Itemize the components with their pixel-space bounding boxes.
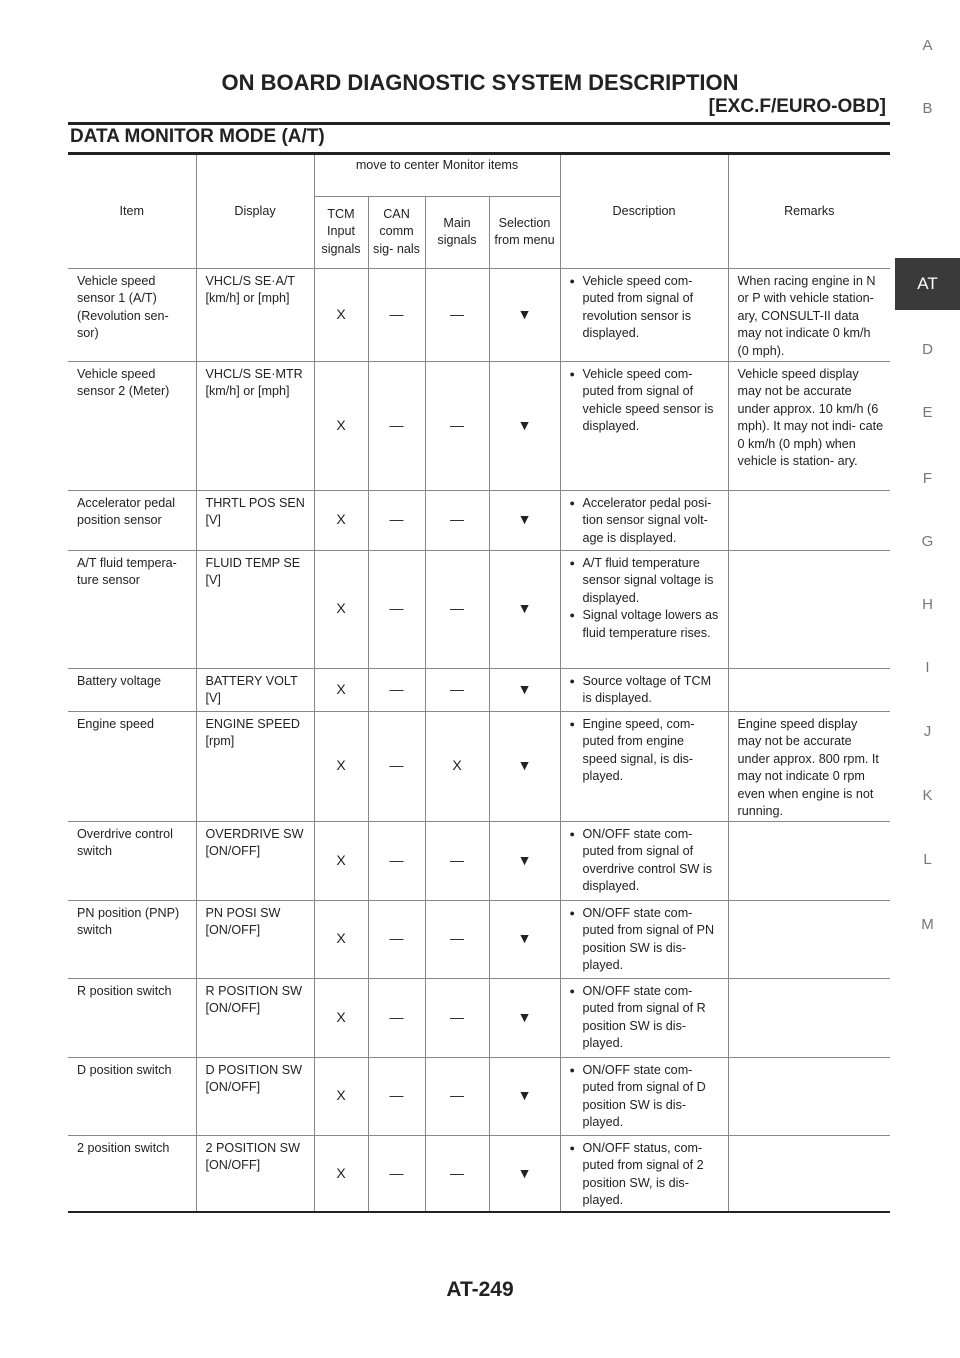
selection-mark: ▼ bbox=[489, 711, 560, 821]
description-bullet: ● Source voltage of TCM is displayed. bbox=[570, 673, 722, 708]
can-mark: — bbox=[368, 821, 425, 900]
remarks-cell: Vehicle speed display may not be accurate under approx. 10 km/h (6 mph). It may not indi- cate 0 km/h (0 mph) when vehicle is station- ary. bbox=[728, 361, 890, 490]
remarks-cell bbox=[728, 490, 890, 550]
table-row bbox=[68, 1057, 890, 1135]
remarks-cell bbox=[728, 550, 890, 668]
main-mark: — bbox=[425, 821, 489, 900]
side-tab-b[interactable]: B bbox=[922, 100, 933, 117]
remarks-cell bbox=[728, 1135, 890, 1212]
side-tab-k[interactable]: K bbox=[922, 787, 933, 804]
table-row bbox=[68, 361, 890, 490]
selection-mark: ▼ bbox=[489, 900, 560, 978]
description-cell bbox=[560, 361, 728, 490]
header-can-comm: CAN comm sig- nals bbox=[368, 196, 425, 268]
remarks-cell bbox=[728, 1057, 890, 1135]
section-title: DATA MONITOR MODE (A/T) bbox=[70, 126, 325, 147]
side-tab-a[interactable]: A bbox=[922, 37, 933, 54]
header-description: Description bbox=[560, 155, 728, 268]
page-title: ON BOARD DIAGNOSTIC SYSTEM DESCRIPTION bbox=[221, 70, 739, 95]
table-row bbox=[68, 550, 890, 668]
can-mark: — bbox=[368, 1057, 425, 1135]
description-bullet: ● Engine speed, com- puted from engine speed signal, is dis- played. bbox=[570, 716, 722, 786]
can-mark: — bbox=[368, 668, 425, 711]
main-mark: — bbox=[425, 978, 489, 1057]
main-mark: — bbox=[425, 668, 489, 711]
can-mark: — bbox=[368, 978, 425, 1057]
can-mark: — bbox=[368, 268, 425, 361]
main-mark: — bbox=[425, 361, 489, 490]
display-cell: VHCL/S SE·MTR [km/h] or [mph] bbox=[196, 361, 314, 490]
item-cell: 2 position switch bbox=[68, 1135, 196, 1212]
display-cell: OVERDRIVE SW [ON/OFF] bbox=[196, 821, 314, 900]
tcm-mark: X bbox=[314, 978, 368, 1057]
main-mark: — bbox=[425, 1135, 489, 1212]
item-cell: Overdrive control switch bbox=[68, 821, 196, 900]
selection-mark: ▼ bbox=[489, 1057, 560, 1135]
side-tab-j[interactable]: J bbox=[923, 723, 932, 740]
can-mark: — bbox=[368, 490, 425, 550]
tcm-mark: X bbox=[314, 1135, 368, 1212]
item-cell: A/T fluid tempera- ture sensor bbox=[68, 550, 196, 668]
divider bbox=[68, 122, 890, 125]
table-row bbox=[68, 668, 890, 711]
description-cell bbox=[560, 268, 728, 361]
header-main-signals: Main signals bbox=[425, 196, 489, 268]
tcm-mark: X bbox=[314, 711, 368, 821]
selection-mark: ▼ bbox=[489, 668, 560, 711]
description-bullet: ● Signal voltage lowers as fluid temperature rises. bbox=[570, 607, 722, 642]
page-subtitle: [EXC.F/EURO-OBD] bbox=[708, 96, 886, 117]
side-tab-l[interactable]: L bbox=[923, 851, 932, 868]
main-mark: — bbox=[425, 1057, 489, 1135]
table-row bbox=[68, 1135, 890, 1212]
tcm-mark: X bbox=[314, 1057, 368, 1135]
display-cell: BATTERY VOLT [V] bbox=[196, 668, 314, 711]
display-cell: ENGINE SPEED [rpm] bbox=[196, 711, 314, 821]
item-cell: PN position (PNP) switch bbox=[68, 900, 196, 978]
page-number: AT-249 bbox=[446, 1278, 514, 1301]
description-cell bbox=[560, 711, 728, 821]
display-cell: 2 POSITION SW [ON/OFF] bbox=[196, 1135, 314, 1212]
side-tab-e[interactable]: E bbox=[922, 404, 933, 421]
main-mark: X bbox=[425, 711, 489, 821]
tcm-mark: X bbox=[314, 550, 368, 668]
header-selection: Selection from menu bbox=[489, 196, 560, 268]
header-remarks: Remarks bbox=[728, 155, 890, 268]
description-cell bbox=[560, 1057, 728, 1135]
header-tcm-input: TCM Input signals bbox=[314, 196, 368, 268]
remarks-cell bbox=[728, 821, 890, 900]
side-tab-g[interactable]: G bbox=[921, 533, 934, 550]
header-monitor-items: move to center Monitor items bbox=[314, 155, 560, 196]
table-row bbox=[68, 900, 890, 978]
can-mark: — bbox=[368, 900, 425, 978]
side-tab-at[interactable]: AT bbox=[895, 258, 960, 310]
description-cell bbox=[560, 550, 728, 668]
item-cell: D position switch bbox=[68, 1057, 196, 1135]
side-tab-f[interactable]: F bbox=[922, 470, 933, 487]
item-cell: Vehicle speed sensor 1 (A/T) (Revolution sen- sor) bbox=[68, 268, 196, 361]
item-cell: R position switch bbox=[68, 978, 196, 1057]
item-cell: Accelerator pedal position sensor bbox=[68, 490, 196, 550]
tcm-mark: X bbox=[314, 490, 368, 550]
display-cell: D POSITION SW [ON/OFF] bbox=[196, 1057, 314, 1135]
description-bullet: ● ON/OFF status, com- puted from signal of 2 position SW, is dis- played. bbox=[570, 1140, 722, 1210]
item-cell: Engine speed bbox=[68, 711, 196, 821]
description-bullet: ● Accelerator pedal posi- tion sensor signal volt- age is displayed. bbox=[570, 495, 722, 548]
display-cell: FLUID TEMP SE [V] bbox=[196, 550, 314, 668]
table-row bbox=[68, 268, 890, 361]
side-tab-h[interactable]: H bbox=[922, 596, 933, 613]
selection-mark: ▼ bbox=[489, 490, 560, 550]
description-bullet: ● Vehicle speed com- puted from signal of revolution sensor is displayed. bbox=[570, 273, 722, 343]
description-bullet: ● Vehicle speed com- puted from signal of vehicle speed sensor is displayed. bbox=[570, 366, 722, 436]
description-bullet: ● ON/OFF state com- puted from signal of overdrive control SW is displayed. bbox=[570, 826, 722, 896]
header-item: Item bbox=[68, 155, 196, 268]
side-tab-m[interactable]: M bbox=[921, 916, 934, 933]
side-tab-i[interactable]: I bbox=[925, 659, 930, 676]
display-cell: THRTL POS SEN [V] bbox=[196, 490, 314, 550]
description-cell bbox=[560, 900, 728, 978]
table-row bbox=[68, 711, 890, 821]
table-row bbox=[68, 821, 890, 900]
selection-mark: ▼ bbox=[489, 1135, 560, 1212]
description-bullet: ● ON/OFF state com- puted from signal of D position SW is dis- played. bbox=[570, 1062, 722, 1132]
can-mark: — bbox=[368, 361, 425, 490]
item-cell: Battery voltage bbox=[68, 668, 196, 711]
selection-mark: ▼ bbox=[489, 268, 560, 361]
can-mark: — bbox=[368, 1135, 425, 1212]
description-cell bbox=[560, 668, 728, 711]
selection-mark: ▼ bbox=[489, 978, 560, 1057]
selection-mark: ▼ bbox=[489, 361, 560, 490]
remarks-cell: Engine speed display may not be accurate under approx. 800 rpm. It may not indicate 0 rpm even when engine is not running. bbox=[728, 711, 890, 821]
main-mark: — bbox=[425, 900, 489, 978]
remarks-cell: When racing engine in N or P with vehicle station- ary, CONSULT-II data may not indicate 0 km/h (0 mph). bbox=[728, 268, 890, 361]
selection-mark: ▼ bbox=[489, 821, 560, 900]
description-bullet: ● ON/OFF state com- puted from signal of R position SW is dis- played. bbox=[570, 983, 722, 1053]
display-cell: PN POSI SW [ON/OFF] bbox=[196, 900, 314, 978]
main-mark: — bbox=[425, 490, 489, 550]
display-cell: R POSITION SW [ON/OFF] bbox=[196, 978, 314, 1057]
can-mark: — bbox=[368, 711, 425, 821]
main-mark: — bbox=[425, 550, 489, 668]
tcm-mark: X bbox=[314, 821, 368, 900]
main-mark: — bbox=[425, 268, 489, 361]
remarks-cell bbox=[728, 978, 890, 1057]
description-cell bbox=[560, 978, 728, 1057]
tcm-mark: X bbox=[314, 900, 368, 978]
tcm-mark: X bbox=[314, 668, 368, 711]
tcm-mark: X bbox=[314, 268, 368, 361]
selection-mark: ▼ bbox=[489, 550, 560, 668]
description-cell bbox=[560, 490, 728, 550]
display-cell: VHCL/S SE·A/T [km/h] or [mph] bbox=[196, 268, 314, 361]
description-bullet: ● A/T fluid temperature sensor signal voltage is displayed. bbox=[570, 555, 722, 608]
table-row bbox=[68, 490, 890, 550]
side-tab-d[interactable]: D bbox=[922, 341, 933, 358]
tcm-mark: X bbox=[314, 361, 368, 490]
description-cell bbox=[560, 1135, 728, 1212]
description-cell bbox=[560, 821, 728, 900]
description-bullet: ● ON/OFF state com- puted from signal of PN position SW is dis- played. bbox=[570, 905, 722, 975]
item-cell: Vehicle speed sensor 2 (Meter) bbox=[68, 361, 196, 490]
table-row bbox=[68, 978, 890, 1057]
can-mark: — bbox=[368, 550, 425, 668]
remarks-cell bbox=[728, 668, 890, 711]
data-monitor-table bbox=[68, 155, 890, 1213]
header-display: Display bbox=[196, 155, 314, 268]
remarks-cell bbox=[728, 900, 890, 978]
